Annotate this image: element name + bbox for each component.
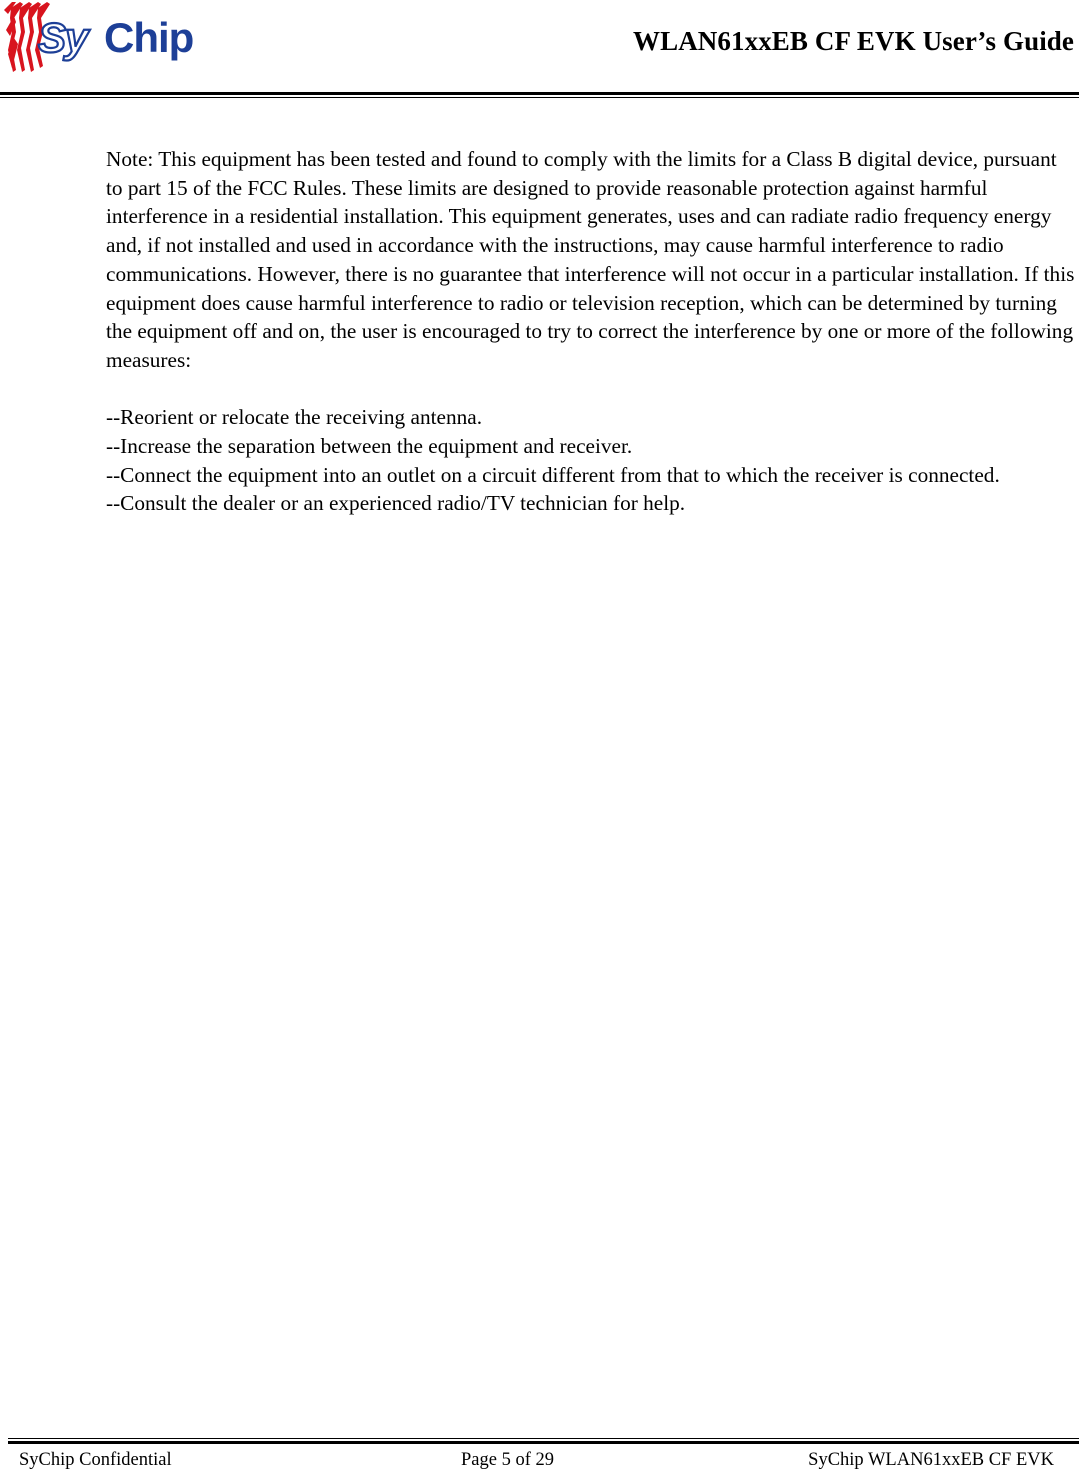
footer-rule-bottom	[8, 1441, 1079, 1444]
sychip-logo	[2, 2, 228, 72]
page-footer	[0, 1438, 1079, 1473]
footer-product: SyChip WLAN61xxEB CF EVK	[808, 1450, 1054, 1470]
svg-text:Chip: Chip	[104, 14, 194, 61]
fcc-note-paragraph: Note: This equipment has been tested and found to comply with the limits for a Class B digital device, pursuant to part 15 of the FCC Rules. These limits are designed to provide reasonable protection against harmful interference in a residential installation. This equipment generates, uses and can radiate radio frequency energy and, if not installed and used in accordance with the instructions, may cause harmful interference to radio communications. However, there is no guarantee that interference will not occur in a particular installation. If this equipment does cause harmful interference to radio or television reception, which can be determined by turning the equipment off and on, the user is encouraged to try to correct the interference by one or more of the following measures:	[106, 147, 1075, 372]
header-rule-top	[0, 92, 1079, 95]
footer-confidential: SyChip Confidential	[19, 1450, 172, 1470]
main-content	[106, 145, 1076, 518]
document-title: WLAN61xxEB CF EVK User’s Guide	[633, 26, 1074, 56]
svg-text:Sy: Sy	[38, 14, 88, 61]
footer-rule-top	[8, 1438, 1079, 1439]
measure-item: --Consult the dealer or an experienced radio/TV technician for help.	[106, 491, 686, 516]
page-header	[0, 0, 1079, 100]
measure-item: --Connect the equipment into an outlet on a circuit different from that to which the receiver is connected.	[106, 462, 1000, 487]
header-rule-bottom	[0, 97, 1079, 98]
measure-item: --Reorient or relocate the receiving antenna.	[106, 405, 483, 430]
footer-page-number: Page 5 of 29	[461, 1450, 554, 1470]
measure-item: --Increase the separation between the equipment and receiver.	[106, 434, 633, 459]
